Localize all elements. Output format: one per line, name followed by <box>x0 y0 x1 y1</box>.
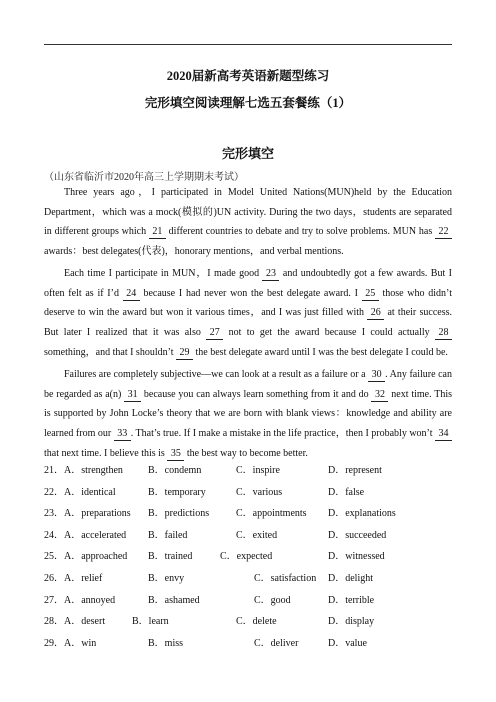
passage-paragraph-3: Failures are completely subjective—we can look at a result as a failure or a 30 . Any failure can be regarded as a(n) 31 because you can always learn something from it and do 32 next time. This is supported by John Locke’s theory that we are born with blank views：knowledge and ability are learned from our 33 . That’s true. If I make a mistake in the life practice，then I probably won’t 34 that next time. I believe this is 35 the best way to become better. <box>44 369 453 459</box>
option-d: D．represent <box>328 465 382 476</box>
option-c: C．deliver <box>254 637 299 649</box>
question-row <box>44 634 464 656</box>
document-title: 2020届新高考英语新题型练习 <box>166 69 330 83</box>
blank-28: 28 <box>436 327 451 339</box>
blank-21: 21 <box>149 226 165 238</box>
blank-24: 24 <box>123 287 139 299</box>
answer-options-list <box>44 461 464 655</box>
passage-paragraph-2: Each time I participate in MUN，I made good 23 and undoubtedly got a few awards. But I often felt as if I’d 24 because I had never won the best delegate award. I 25 those who didn’t deserve to win the award but won it various times，and I was just filled with 26 at their success. But later I realized that it was also 27 not to get the award because I could actually 28 something，and that I shouldn’t 29 the best delegate award until I was the best delegate I could be. <box>44 268 452 358</box>
option-b: B．envy <box>148 572 185 584</box>
blank-30: 30 <box>369 369 385 380</box>
blank-26: 26 <box>368 307 384 319</box>
option-c: C．appointments <box>236 508 307 520</box>
question-row <box>44 591 464 613</box>
option-d: D．terrible <box>328 594 375 606</box>
option-b: B．failed <box>148 529 188 541</box>
question-row <box>44 526 464 548</box>
section-title: 完形填空 <box>221 146 274 161</box>
option-d: D．explanations <box>328 508 396 520</box>
option-a: A．desert <box>64 616 106 628</box>
option-c: C．delete <box>236 616 277 628</box>
question-row <box>44 461 464 483</box>
option-d: D．succeeded <box>328 529 387 541</box>
blank-33: 33 <box>114 428 130 440</box>
blank-25: 25 <box>362 287 378 299</box>
option-a: A．accelerated <box>64 529 127 541</box>
option-a: A．win <box>64 637 97 649</box>
question-number: 24． <box>44 529 64 541</box>
option-a: A．approached <box>64 551 128 563</box>
option-b: B．condemn <box>148 465 202 476</box>
option-b: B．temporary <box>148 486 206 498</box>
passage-paragraph-1: Three years ago，I participated in Model United Nations(MUN)held by the Education Department，which was a mock(模拟的)UN activity. During the two days，students are separated in different groups which 21 different countries to debate and try to solve problems. MUN has 22 awards：best delegates(代表)，honorary mentions，and verbal mentions. <box>44 187 452 258</box>
option-a: A．preparations <box>64 508 131 520</box>
option-b: B．predictions <box>148 508 210 520</box>
option-d: D．false <box>328 486 365 498</box>
question-number: 27． <box>44 594 64 606</box>
option-a: A．annoyed <box>64 594 116 606</box>
question-row <box>44 483 464 505</box>
blank-32: 32 <box>372 388 388 400</box>
option-c: C．expected <box>220 551 273 563</box>
blank-27: 27 <box>207 327 223 339</box>
option-b: B．learn <box>132 616 169 628</box>
option-c: C．inspire <box>236 465 280 476</box>
question-row <box>44 569 464 591</box>
option-c: C．good <box>254 594 291 606</box>
blank-34: 34 <box>435 428 451 440</box>
option-b: B．miss <box>148 637 184 649</box>
option-d: D．delight <box>328 572 373 584</box>
question-number: 23． <box>44 508 64 520</box>
source-note: （山东省临沂市2020年高三上学期期末考试） <box>44 172 244 183</box>
option-c: C．satisfaction <box>254 572 317 584</box>
option-c: C．various <box>236 486 283 498</box>
option-a: A．identical <box>64 486 116 498</box>
question-number: 29． <box>44 637 64 649</box>
question-number: 26． <box>44 572 64 584</box>
option-d: D．witnessed <box>328 551 385 563</box>
option-d: D．display <box>328 616 375 628</box>
option-a: A．relief <box>64 572 103 584</box>
question-number: 22． <box>44 486 64 498</box>
blank-31: 31 <box>125 388 141 400</box>
option-d: D．value <box>328 637 367 649</box>
question-number: 28． <box>44 616 64 628</box>
question-number: 25． <box>44 551 64 563</box>
question-number: 21． <box>44 465 64 476</box>
option-c: C．exited <box>236 529 278 541</box>
header-rule <box>44 44 452 45</box>
blank-22: 22 <box>436 226 451 238</box>
blank-29: 29 <box>177 346 193 358</box>
question-row <box>44 612 464 634</box>
blank-23: 23 <box>263 268 279 279</box>
question-row <box>44 504 464 526</box>
option-a: A．strengthen <box>64 465 123 476</box>
question-row <box>44 547 464 569</box>
blank-35: 35 <box>168 447 184 459</box>
option-b: B．ashamed <box>148 594 200 606</box>
document-subtitle: 完形填空阅读理解七选五套餐练（1） <box>144 96 352 110</box>
option-b: B．trained <box>148 551 193 563</box>
